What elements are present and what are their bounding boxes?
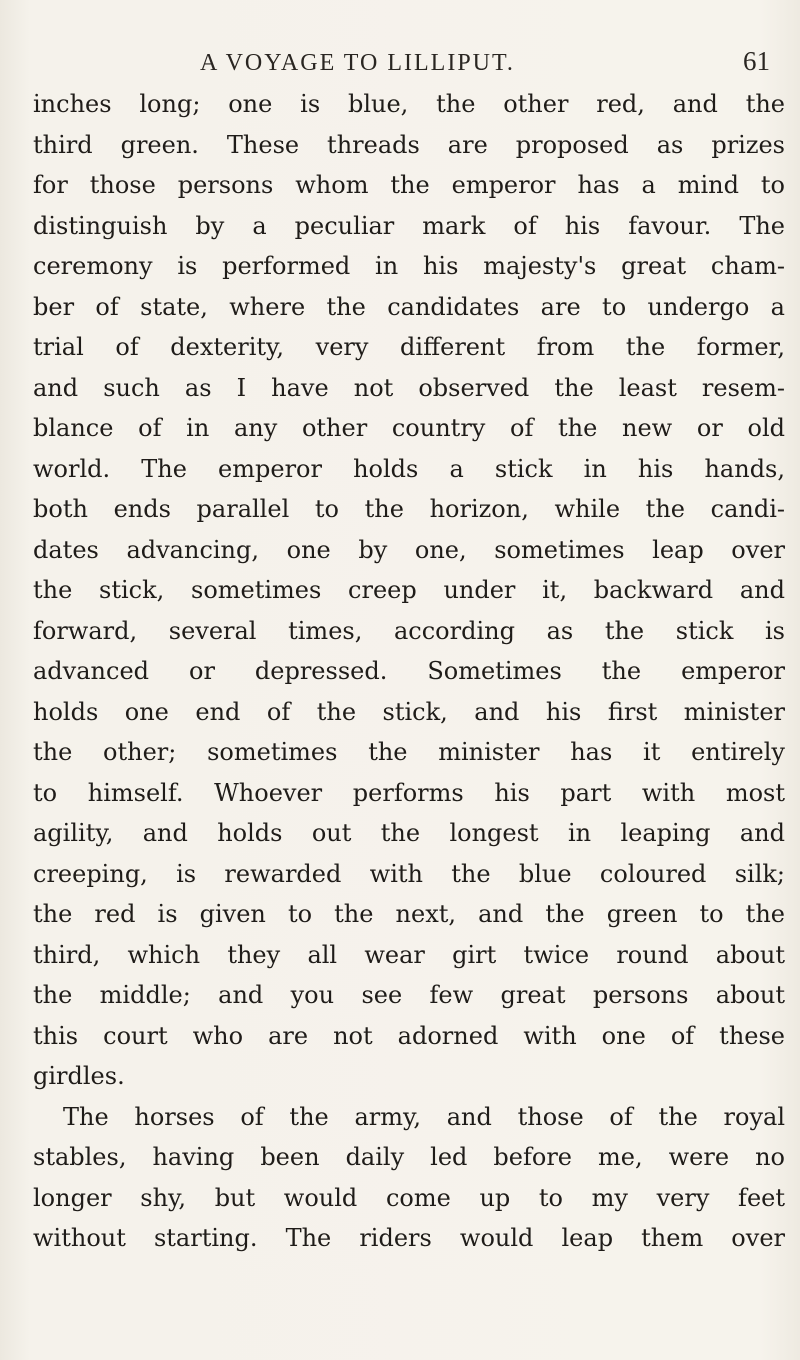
text-line: creeping, is rewarded with the blue coloured silk; (33, 859, 785, 888)
text-line: agility, and holds out the longest in leaping and (33, 819, 785, 847)
text-line: this court who are not adorned with one of these (33, 1021, 785, 1050)
text-line: the other; sometimes the minister has it entirely (33, 738, 785, 766)
text-line: world. The emperor holds a stick in his hands, (33, 454, 785, 483)
text-line: ceremony is performed in his majesty's great cham- (33, 252, 785, 280)
text-line: longer shy, but would come up to my very feet (33, 1183, 785, 1212)
text-line: without starting. The riders would leap them over (33, 1224, 785, 1252)
text-line: third, which they all wear girt twice round about (33, 940, 785, 969)
paragraph-start-line: The horses of the army, and those of the royal (63, 1102, 785, 1131)
text-line: trial of dexterity, very different from the former, (33, 333, 785, 361)
text-line: the middle; and you see few great persons about (33, 981, 785, 1009)
text-line: third green. These threads are proposed as prizes (33, 130, 785, 159)
text-line: to himself. Whoever performs his part with most (33, 778, 785, 807)
text-line: the red is given to the next, and the green to the (33, 900, 785, 928)
body-text (33, 84, 785, 1259)
text-line: ber of state, where the candidates are to undergo a (33, 292, 785, 321)
text-line: both ends parallel to the horizon, while the candi- (33, 495, 785, 523)
text-line: blance of in any other country of the new or old (33, 414, 785, 442)
text-line: holds one end of the stick, and his first minister (33, 697, 785, 726)
text-line: dates advancing, one by one, sometimes leap over (33, 535, 785, 564)
page-number: 61 (743, 46, 770, 76)
text-line: distinguish by a peculiar mark of his favour. The (33, 211, 785, 240)
text-line: for those persons whom the emperor has a mind to (33, 171, 785, 199)
running-head: A VOYAGE TO LILLIPUT. (200, 50, 515, 76)
paragraph-end-line: girdles. (33, 1062, 125, 1090)
text-line: and such as I have not observed the least resem- (33, 373, 785, 402)
text-line: advanced or depressed. Sometimes the emperor (33, 657, 785, 685)
text-line: the stick, sometimes creep under it, backward and (33, 576, 785, 604)
text-line: stables, having been daily led before me, were no (33, 1143, 785, 1171)
text-line: forward, several times, according as the stick is (33, 616, 785, 645)
text-line: inches long; one is blue, the other red, and the (33, 90, 785, 118)
